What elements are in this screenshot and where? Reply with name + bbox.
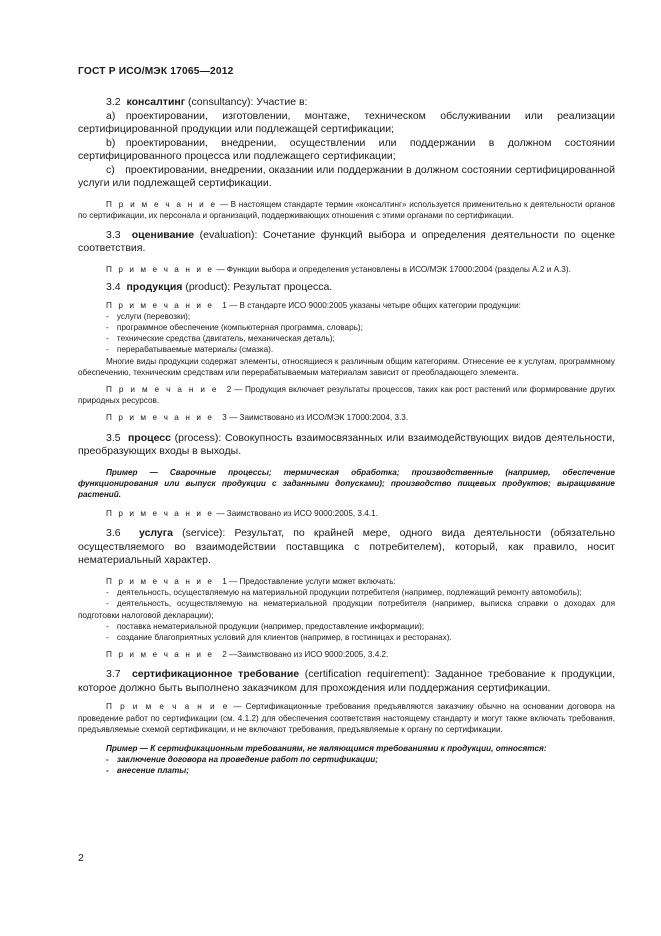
- note: [78, 576, 615, 587]
- note-text: 3 — Заимствовано из ИСО/МЭК 17000:2004, 3.3.: [214, 413, 409, 423]
- note: [78, 300, 615, 311]
- list-item: - программное обеспечение (компьютерная программа, словарь);: [106, 323, 363, 333]
- term-number: 3.7: [106, 668, 121, 681]
- note: [78, 701, 615, 735]
- list-item: - услуги (перевозки);: [106, 311, 191, 321]
- term-3-4: [78, 281, 615, 295]
- page-header: ГОСТ Р ИСО/МЭК 17065—2012: [78, 66, 234, 77]
- note: [78, 508, 615, 519]
- note-label: П р и м е ч а н и е: [106, 650, 215, 660]
- term-name: консалтинг: [126, 96, 186, 108]
- term-number: 3.3: [106, 228, 121, 241]
- term-3-7: [78, 668, 615, 695]
- example-list-item: - заключение договора на проведение работ по сертификации;: [106, 755, 379, 765]
- term-name: сертификационное требование: [131, 668, 300, 681]
- term-number: 3.6: [106, 527, 121, 540]
- list-item: - создание благоприятных условий для клиентов (например, в гостиницах и ресторанах).: [106, 632, 452, 642]
- note-text: — Заимствовано из ИСО 9000:2005, 3.4.1.: [214, 509, 378, 519]
- list-item: b) проектировании, внедрении, осуществлении или поддержании в должном состоянии сертифицированного процесса или подлежащего сертификации;: [78, 136, 615, 162]
- note: [78, 649, 615, 660]
- note-text: 1 — Предоставление услуги может включать:: [214, 576, 396, 586]
- list-item: - перерабатываемые материалы (смазка).: [106, 345, 274, 355]
- note: [78, 264, 615, 275]
- term-definition: (product): Результат процесса.: [182, 281, 333, 294]
- note: [78, 384, 615, 406]
- example: Пример — К сертификационным требованиям, не являющимся требованиями к продукции, относятся:: [106, 743, 547, 753]
- page-content: [78, 96, 615, 777]
- list-item: c) проектировании, внедрении, оказании или поддержании в должном состоянии сертифицированной услуги или подлежащей сертификации.: [78, 163, 615, 189]
- term-name: оценивание: [131, 228, 195, 241]
- note-label: П р и м е ч а н и е: [106, 509, 215, 519]
- note-text: — В настоящем стандарте термин «консалтинг» используется применительно к деятельности органов по сертификации, их персонала и организаций, поддерживающих отношения с этими органами по сертификации.: [78, 199, 615, 220]
- note-text: 1 — В стандарте ИСО 9000:2005 указаны четыре общих категории продукции:: [214, 300, 521, 310]
- term-number: 3.5: [106, 431, 121, 444]
- term-definition: (certification requirement): Заданное требование к продукции, которое должно быть выполнено заказчиком для прохождения или поддержания сертификации.: [78, 668, 615, 694]
- list-item: a) проектировании, изготовлении, монтаже, техническом обслуживании или реализации сертифицированной продукции или подлежащей сертификации;: [78, 109, 615, 135]
- term-3-2: [78, 96, 615, 110]
- term-definition: (evaluation): Сочетание функций выбора и определения деятельности по оценке соответствия.: [78, 228, 615, 255]
- note-label: П р и м е ч а н и е: [106, 385, 219, 395]
- term-number: 3.2: [106, 96, 121, 108]
- term-3-6: [78, 527, 615, 568]
- note: [78, 412, 615, 423]
- page-number: 2: [78, 852, 84, 864]
- list-item: - деятельность, осуществляемую на нематериальной продукции потребителя (например, выписка справки о доходах для подготовки налоговой декларации);: [78, 599, 615, 620]
- note-text: 2 —Заимствовано из ИСО 9000:2005, 3.4.2.: [214, 650, 389, 660]
- note-label: П р и м е ч а н и е: [106, 199, 218, 209]
- note-text: 2 — Продукция включает результаты процессов, таких как рост растений или формирование других природных ресурсов.: [78, 385, 615, 406]
- note-label: П р и м е ч а н и е: [106, 702, 230, 712]
- note-label: П р и м е ч а н и е: [106, 413, 215, 423]
- term-number: 3.4: [106, 281, 121, 294]
- term-name: процесс: [127, 431, 171, 444]
- example-list-item: - внесение платы;: [106, 766, 189, 776]
- note-label: П р и м е ч а н и е: [106, 300, 215, 310]
- note-label: П р и м е ч а н и е: [106, 576, 215, 586]
- example: Пример — Сварочные процессы; термическая обработка; производственные (например, обеспечение функционирования или выпуск продукции с заданными допусками); производство пищевых продуктов; выращивание растений.: [78, 467, 615, 500]
- note-label: П р и м е ч а н и е: [106, 264, 215, 274]
- note-text: — Функции выбора и определения установлены в ИСО/МЭК 17000:2004 (разделы А.2 и А.3).: [214, 264, 571, 274]
- term-name: услуга: [138, 527, 173, 540]
- term-3-3: [78, 229, 615, 256]
- note-text: — Сертификационные требования предъявляются заказчику обычно на основании договора на проведение работ по сертификации (см. 4.1.2) для обеспечения соответствия настоящему стандарту и могут также включать требования, предъявляемые схемой сертификации, и не включают требования, предъявляемые к органу по сертификации.: [78, 702, 615, 734]
- term-definition: (process): Совокупность взаимосвязанных или взаимодействующих видов деятельности, преобразующих входы в выходы.: [78, 431, 616, 458]
- note: [78, 199, 615, 221]
- term-3-5: [78, 432, 615, 459]
- term-name: продукция: [126, 281, 183, 294]
- term-definition: (consultancy): Участие в:: [185, 96, 308, 108]
- list-item: - деятельность, осуществляемую на материальной продукции потребителя (например, подлежащий ремонту автомобиль);: [106, 588, 582, 598]
- note-paragraph: Многие виды продукции содержат элементы, относящиеся к различным общим категориям. Отнесение ее к услугам, программному обеспечению, техническим средствам или перерабатываемым материалам зависит от преобладающего элемента.: [78, 356, 615, 377]
- list-item: - поставка нематериальной продукции (например, предоставление информации);: [106, 621, 425, 631]
- list-item: - технические средства (двигатель, механическая деталь);: [106, 334, 335, 344]
- term-definition: (service): Результат, по крайней мере, одного вида деятельности (обязательно осуществляемого во взаимодействии поставщика с потребителем), который, как правило, носит нематериальный характер.: [78, 527, 615, 567]
